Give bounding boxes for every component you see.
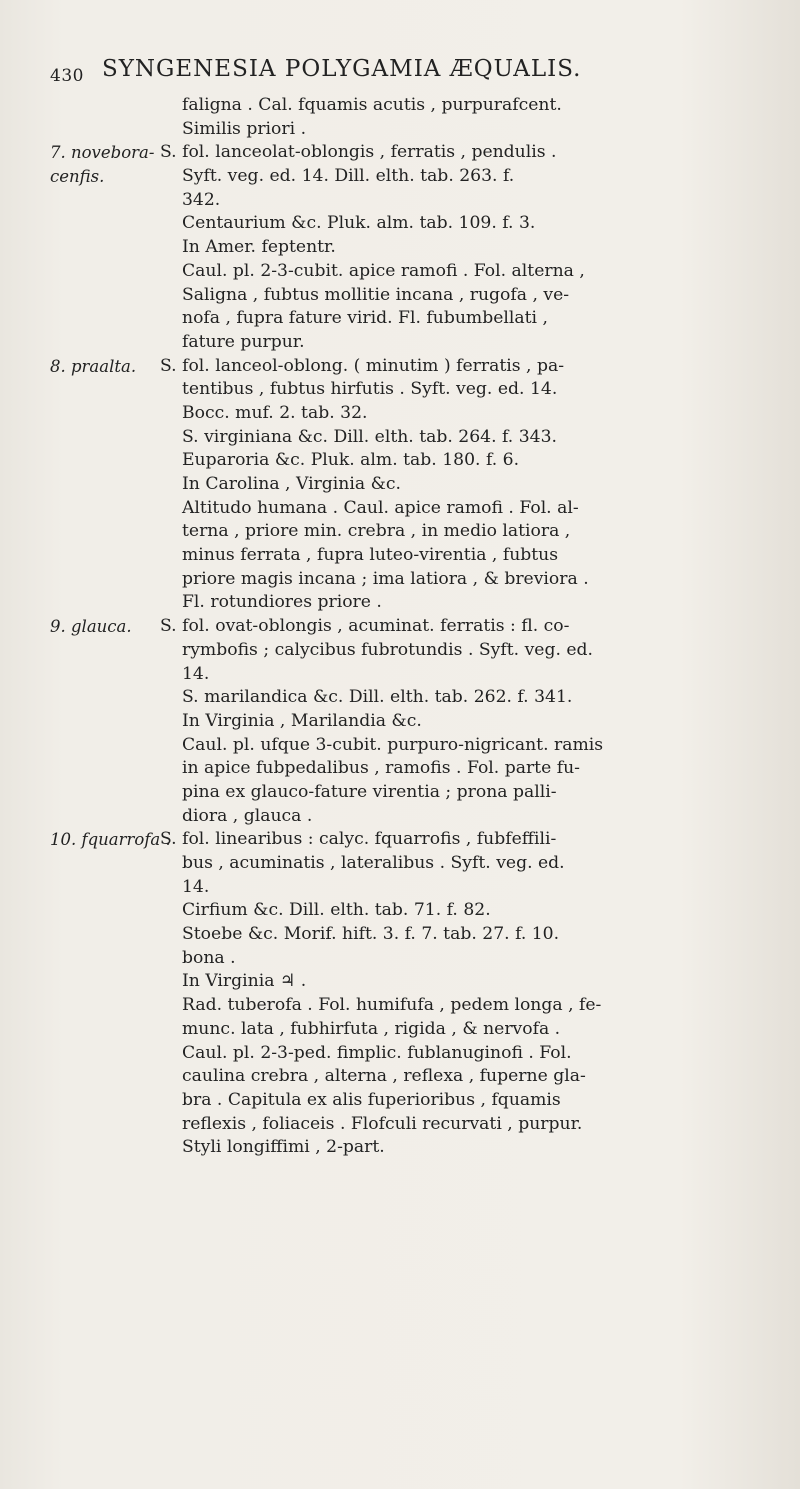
text-line: Caul. pl. 2-3-cubit. apice ramofi . Fol. alterna , [182, 260, 585, 281]
species-entry [50, 828, 780, 1160]
species-label [50, 615, 160, 828]
species-label-line: 8. praalta. [50, 356, 137, 376]
text-line: Cirfium &c. Dill. elth. tab. 71. f. 82. [182, 900, 491, 921]
text-line: reflexis , foliaceis . Flofculi recurvati , purpur. [182, 1113, 583, 1134]
text-line: faligna . Cal. fquamis acutis , purpurafcent. [182, 95, 562, 115]
species-description [160, 615, 780, 828]
text-line: priore magis incana ; ima latiora , & breviora . [182, 568, 589, 589]
text-line: Bocc. muf. 2. tab. 32. [182, 402, 368, 423]
text-line: bona . [182, 947, 236, 968]
text-line: 14. [182, 663, 210, 684]
text-line: S. virginiana &c. Dill. elth. tab. 264. f. 343. [182, 426, 557, 447]
text-line: bus , acuminatis , lateralibus . Syft. veg. ed. [182, 853, 565, 873]
species-label [50, 828, 171, 1160]
text-line: munc. lata , fubhirfuta , rigida , & nervofa . [182, 1018, 561, 1039]
species-label-line: 9. glauca. [50, 617, 132, 637]
text-line: diora , glauca . [182, 805, 313, 826]
text-line: 14. [182, 876, 210, 897]
running-title: SYNGENESIA POLYGAMIA ÆQUALIS. [101, 56, 582, 82]
text-line: In Virginia , Marilandia &c. [182, 710, 422, 731]
text-line: S. fol. lanceol-oblong. ( minutim ) ferratis , pa- [160, 355, 564, 376]
species-label [50, 355, 160, 616]
text-line: Centaurium &c. Pluk. alm. tab. 109. f. 3. [182, 213, 536, 234]
text-line: rymbofis ; calycibus fubrotundis . Syft. veg. ed. [182, 639, 594, 660]
text-line: Styli longiffimi , 2-part. [182, 1137, 385, 1158]
page-header [50, 56, 760, 92]
species-label-line [50, 94, 160, 118]
text-line: in apice fubpedalibus , ramofis . Fol. parte fu- [182, 758, 580, 779]
text-line: Stoebe &c. Morif. hift. 3. f. 7. tab. 27. f. 10. [182, 924, 560, 945]
text-line: S. fol. ovat-oblongis , acuminat. ferratis : fl. co- [160, 616, 570, 637]
species-label-line: cenfis. [50, 167, 105, 187]
text-line: Saligna , fubtus mollitie incana , rugofa , ve- [182, 284, 570, 305]
text-line: Caul. pl. 2-3-ped. fimplic. fublanuginofi . Fol. [182, 1042, 572, 1063]
species-label [50, 94, 160, 141]
species-label-line: 10. fquarrofa . [50, 830, 171, 850]
text-line: pina ex glauco-fature virentia ; prona palli- [182, 781, 557, 802]
species-description [160, 355, 780, 616]
text-line: Fl. rotundiores priore . [182, 592, 382, 613]
text-line: fature purpur. [182, 331, 305, 352]
species-description [160, 828, 780, 1160]
text-line: In Carolina , Virginia &c. [182, 474, 401, 494]
species-label-line: 7. novebora- [50, 143, 155, 163]
text-line: 342. [182, 189, 221, 210]
species-entry [50, 141, 780, 354]
text-line: bra . Capitula ex alis fuperioribus , fquamis [182, 1089, 561, 1110]
text-line: Caul. pl. ufque 3-cubit. purpuro-nigricant. ramis [182, 734, 604, 755]
text-line: Syft. veg. ed. 14. Dill. elth. tab. 263. f. [182, 166, 515, 187]
species-entry [50, 94, 780, 141]
text-line: In Virginia ♃ . [182, 971, 307, 992]
text-line: caulina crebra , alterna , reflexa , fuperne gla- [182, 1066, 586, 1087]
species-entry [50, 355, 780, 616]
text-line: S. marilandica &c. Dill. elth. tab. 262. f. 341. [182, 687, 573, 708]
species-description [160, 94, 780, 141]
text-line: Rad. tuberofa . Fol. humifufa , pedem longa , fe- [182, 995, 602, 1016]
page-number: 430 [50, 66, 84, 86]
species-description [160, 141, 780, 354]
text-line: S. fol. lanceolat-oblongis , ferratis , pendulis . [160, 142, 557, 163]
species-entry [50, 615, 780, 828]
text-line: tentibus , fubtus hirfutis . Syft. veg. ed. 14. [182, 379, 558, 400]
text-line: nofa , fupra fature virid. Fl. fubumbellati , [182, 308, 548, 329]
species-label [50, 141, 160, 354]
text-line: minus ferrata , fupra luteo-virentia , fubtus [182, 545, 559, 566]
text-line: Similis priori . [182, 118, 307, 139]
text-line: terna , priore min. crebra , in medio latiora , [182, 521, 571, 542]
text-line: S. fol. linearibus : calyc. fquarrofis , fubfeffili- [160, 829, 557, 850]
page-body [50, 94, 780, 1160]
text-line: In Amer. feptentr. [182, 237, 336, 258]
text-line: Altitudo humana . Caul. apice ramofi . Fol. al- [182, 497, 579, 518]
text-line: Euparoria &c. Pluk. alm. tab. 180. f. 6. [182, 450, 520, 471]
